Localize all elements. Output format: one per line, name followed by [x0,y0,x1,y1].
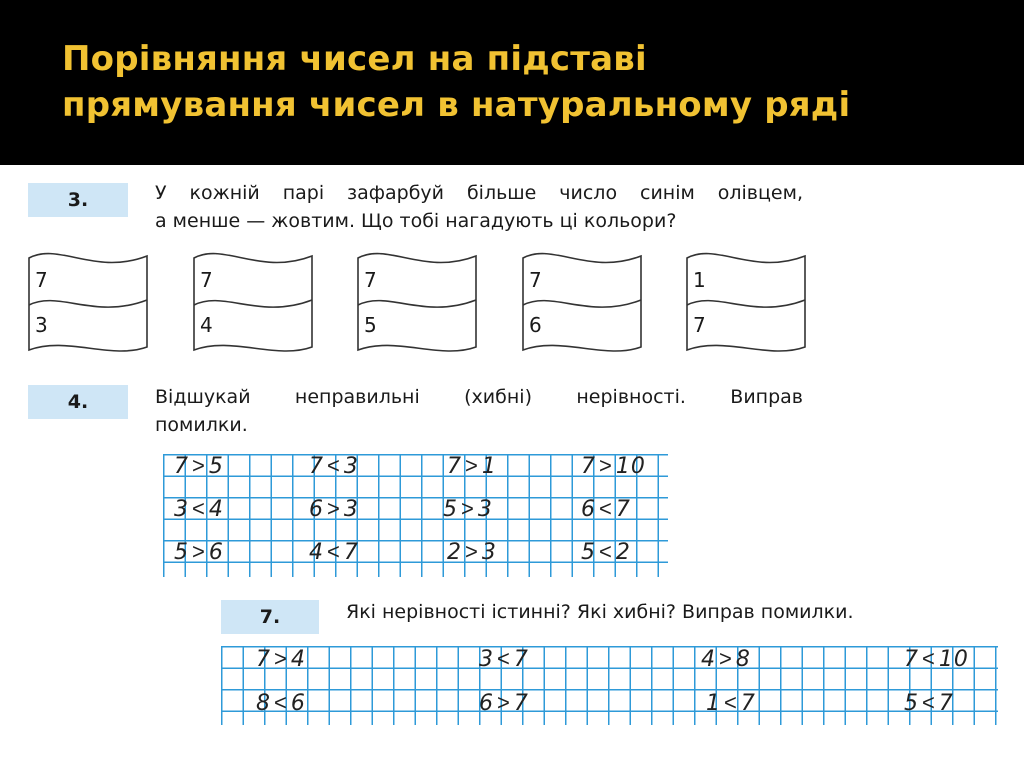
ineq-left: 6 [581,497,596,522]
ineq-left: 3 [174,497,189,522]
task-4-inequality [581,453,646,479]
task-4-inequality [174,496,224,522]
task-4-inequality [581,496,631,522]
flag-1-bottom-number: 3 [35,313,48,337]
task-7-inequality [701,646,751,672]
ineq-right: 7 [615,497,631,522]
ineq-right: 7 [938,691,954,716]
task-4-inequality [447,539,497,565]
task-4-inequality [174,539,224,565]
task-3-number: 3. [28,183,128,217]
ineq-left: 3 [479,647,494,672]
flag-1 [27,250,149,354]
task-3-text-line-1: У кожній парі зафарбуй більше число синім олівцем, [155,182,803,204]
flag-2-top-number: 7 [200,268,213,292]
task-4-inequality [443,496,493,522]
ineq-sign: < [599,539,613,564]
ineq-sign: < [724,690,738,715]
ineq-sign: > [719,646,733,671]
ineq-right: 2 [615,540,631,565]
ineq-sign: < [497,646,511,671]
ineq-right: 4 [290,647,306,672]
ineq-sign: < [327,453,341,478]
task-7-text [346,598,946,626]
task-4-inequality [309,453,359,479]
flag-3-top-number: 7 [364,268,377,292]
task-4-inequality [447,453,497,479]
ineq-right: 4 [208,497,224,522]
ineq-right: 6 [208,540,224,565]
ineq-sign: > [465,539,479,564]
ineq-right: 3 [343,497,359,522]
ineq-left: 5 [443,497,458,522]
task-4-grid [163,454,668,577]
ineq-sign: < [922,646,936,671]
ineq-right: 3 [477,497,493,522]
ineq-left: 7 [581,454,596,479]
flag-3 [356,250,478,354]
task-7-inequality [479,646,529,672]
flag-2-shape [192,250,314,354]
flag-5-top-number: 1 [693,268,706,292]
flag-2-bottom-number: 4 [200,313,213,337]
ineq-sign: > [192,539,206,564]
task-4-inequality [309,496,359,522]
task-4-text [155,383,803,439]
slide-title-line-1: Порівняння чисел на підставі [62,39,647,79]
ineq-sign: > [274,646,288,671]
task-7-inequality [479,690,529,716]
ineq-right: 3 [481,540,497,565]
flag-4-shape [521,250,643,354]
ineq-sign: > [192,453,206,478]
ineq-left: 6 [479,691,494,716]
flag-3-shape [356,250,478,354]
task-3-text-line-2: а менше — жовтим. Що тобі нагадують ці кольори? [155,210,677,232]
ineq-right: 3 [343,454,359,479]
flag-5-bottom-number: 7 [693,313,706,337]
ineq-right: 10 [615,454,646,479]
task-7-inequality [904,690,954,716]
ineq-sign: > [327,496,341,521]
ineq-left: 7 [904,647,919,672]
flag-5-shape [685,250,807,354]
task-4-text-line-1: Відшукай неправильні (хибні) нерівності. Виправ [155,386,803,408]
ineq-right: 5 [208,454,224,479]
flag-4-bottom-number: 6 [529,313,542,337]
task-7-inequality [706,690,756,716]
ineq-right: 8 [735,647,751,672]
task-7-inequality [256,646,306,672]
ineq-sign: > [599,453,613,478]
ineq-left: 5 [581,540,596,565]
flag-1-top-number: 7 [35,268,48,292]
ineq-right: 10 [938,647,969,672]
flag-1-shape [27,250,149,354]
slide-title-line-2: прямування чисел в натуральному ряді [62,85,851,125]
task-3-text [155,179,803,235]
task-4-number: 4. [28,385,128,419]
task-7-inequality [256,690,306,716]
ineq-left: 1 [706,691,721,716]
ineq-left: 2 [447,540,462,565]
task-4-text-line-2: помилки. [155,414,248,436]
ineq-left: 7 [174,454,189,479]
ineq-left: 4 [701,647,716,672]
ineq-right: 7 [513,691,529,716]
ineq-right: 7 [343,540,359,565]
flag-5 [685,250,807,354]
flag-4 [521,250,643,354]
slide-title [62,36,982,128]
ineq-sign: < [192,496,206,521]
task-4-inequality [309,539,359,565]
ineq-left: 7 [256,647,271,672]
ineq-left: 5 [904,691,919,716]
ineq-left: 7 [309,454,324,479]
ineq-sign: > [461,496,475,521]
ineq-left: 8 [256,691,271,716]
flag-3-bottom-number: 5 [364,313,377,337]
flag-2 [192,250,314,354]
ineq-right: 7 [740,691,756,716]
task-4-inequality [174,453,224,479]
task-7-inequality [904,646,969,672]
ineq-right: 7 [513,647,529,672]
ineq-left: 6 [309,497,324,522]
ineq-right: 6 [290,691,306,716]
ineq-left: 5 [174,540,189,565]
ineq-left: 7 [447,454,462,479]
ineq-sign: > [497,690,511,715]
task-7-grid [221,646,998,725]
ineq-sign: < [274,690,288,715]
ineq-sign: > [465,453,479,478]
worksheet [0,165,1024,768]
ineq-sign: < [327,539,341,564]
ineq-left: 4 [309,540,324,565]
ineq-sign: < [599,496,613,521]
task-7-number: 7. [221,600,319,634]
task-4-inequality [581,539,631,565]
ineq-sign: < [922,690,936,715]
ineq-right: 1 [481,454,497,479]
flag-4-top-number: 7 [529,268,542,292]
task-7-text-line-1: Які нерівності істинні? Які хибні? Виправ помилки. [346,601,854,623]
